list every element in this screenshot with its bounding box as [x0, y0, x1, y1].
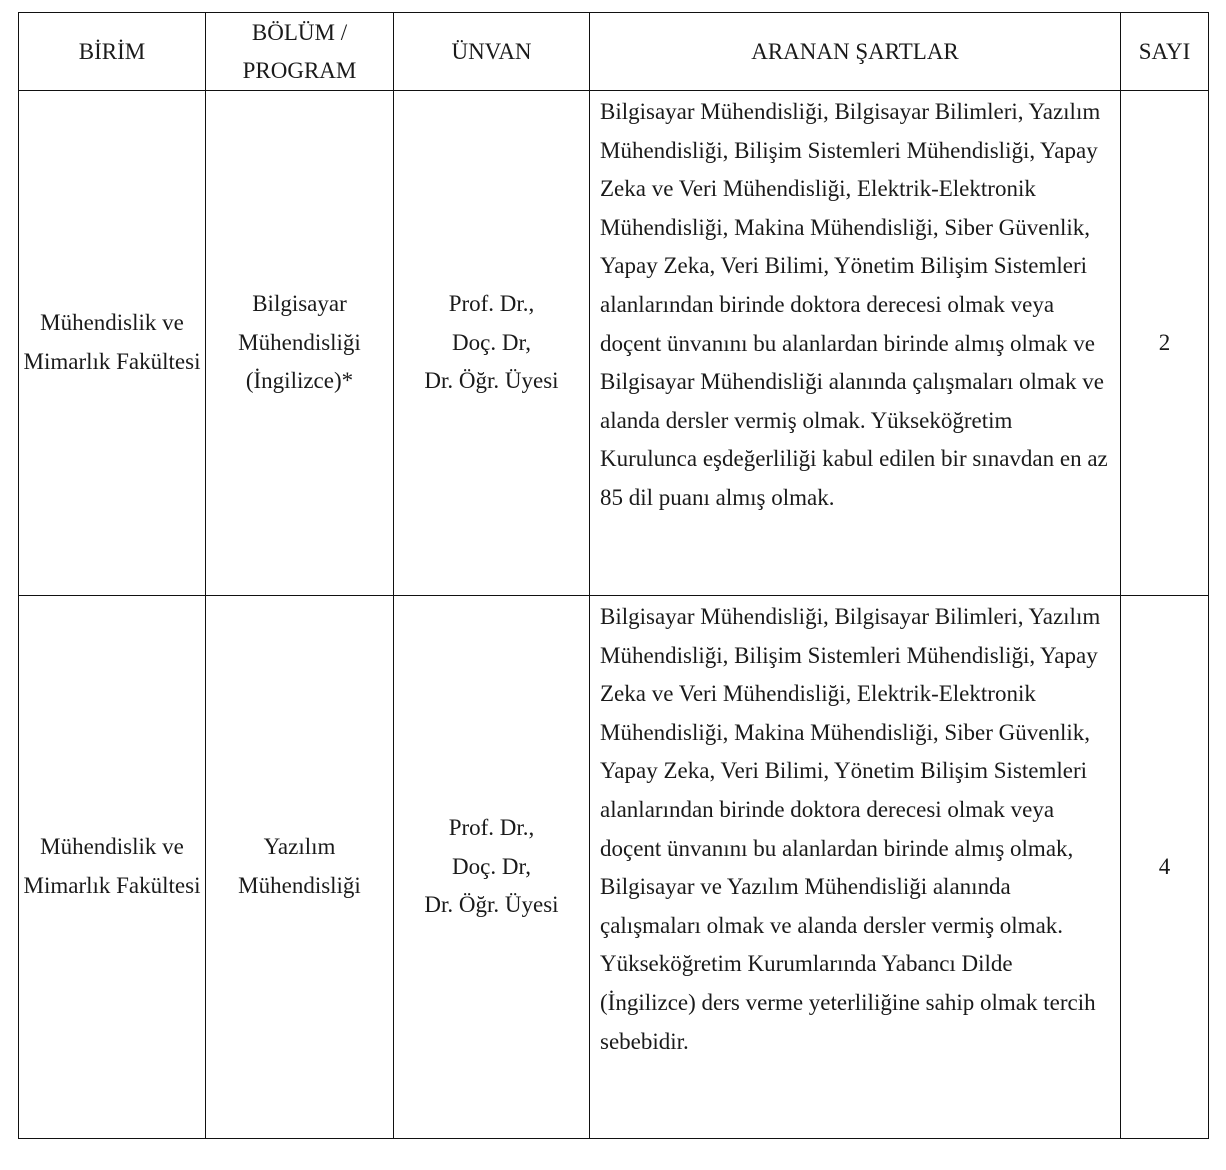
unvan-line: Doç. Dr, — [452, 853, 531, 879]
positions-table — [18, 12, 1209, 1139]
cell-birim — [19, 596, 206, 1139]
header-sayi: SAYI — [1121, 13, 1209, 91]
bolum-text: Yazılım Mühendisliği — [238, 834, 361, 898]
cell-unvan — [394, 596, 590, 1139]
birim-text: Mühendislik ve Mimarlık Fakültesi — [23, 834, 201, 898]
unvan-line: Prof. Dr., — [448, 815, 535, 841]
header-bolum-line1: BÖLÜM / — [251, 19, 348, 45]
cell-unvan — [394, 91, 590, 596]
unvan-line: Prof. Dr., — [448, 291, 535, 317]
header-birim: BİRİM — [19, 13, 206, 91]
cell-sayi: 4 — [1121, 596, 1209, 1139]
cell-bolum — [206, 91, 394, 596]
cell-sayi: 2 — [1121, 91, 1209, 596]
header-unvan: ÜNVAN — [394, 13, 590, 91]
cell-aranan-sartlar: Bilgisayar Mühendisliği, Bilgisayar Bilimleri, Yazılım Mühendisliği, Bilişim Sistemleri Mühendisliği, Yapay Zeka ve Veri Mühendisliği, Elektrik-Elektronik Mühendisliği, Makina Mühendisliği, Siber Güvenlik, Yapay Zeka, Veri Bilimi, Yönetim Bilişim Sistemleri alanlarından birinde doktora derecesi olmak veya doçent ünvanını bu alanlardan birinde almış olmak ve Bilgisayar Mühendisliği alanında çalışmaları olmak ve alanda dersler vermiş olmak. Yükseköğretim Kurulunca eşdeğerliliği kabul edilen bir sınavdan en az 85 dil puanı almış olmak. — [590, 91, 1121, 596]
cell-bolum — [206, 596, 394, 1139]
bolum-text: Bilgisayar Mühendisliği (İngilizce)* — [238, 291, 361, 394]
table-row — [19, 596, 1209, 1139]
unvan-line: Dr. Öğr. Üyesi — [424, 892, 559, 918]
birim-text: Mühendislik ve Mimarlık Fakültesi — [23, 310, 201, 374]
header-bolum-line2: PROGRAM — [242, 57, 357, 83]
header-row — [19, 13, 1209, 91]
header-aranan-sartlar: ARANAN ŞARTLAR — [590, 13, 1121, 91]
unvan-line: Doç. Dr, — [452, 329, 531, 355]
header-bolum-program — [206, 13, 394, 91]
unvan-line: Dr. Öğr. Üyesi — [424, 368, 559, 394]
cell-birim — [19, 91, 206, 596]
cell-aranan-sartlar: Bilgisayar Mühendisliği, Bilgisayar Bilimleri, Yazılım Mühendisliği, Bilişim Sistemleri Mühendisliği, Yapay Zeka ve Veri Mühendisliği, Elektrik-Elektronik Mühendisliği, Makina Mühendisliği, Siber Güvenlik, Yapay Zeka, Veri Bilimi, Yönetim Bilişim Sistemleri alanlarından birinde doktora derecesi olmak veya doçent ünvanını bu alanlardan birinde almış olmak, Bilgisayar ve Yazılım Mühendisliği alanında çalışmaları olmak ve alanda dersler vermiş olmak. Yükseköğretim Kurumlarında Yabancı Dilde (İngilizce) ders verme yeterliliğine sahip olmak tercih sebebidir. — [590, 596, 1121, 1139]
table-row — [19, 91, 1209, 596]
